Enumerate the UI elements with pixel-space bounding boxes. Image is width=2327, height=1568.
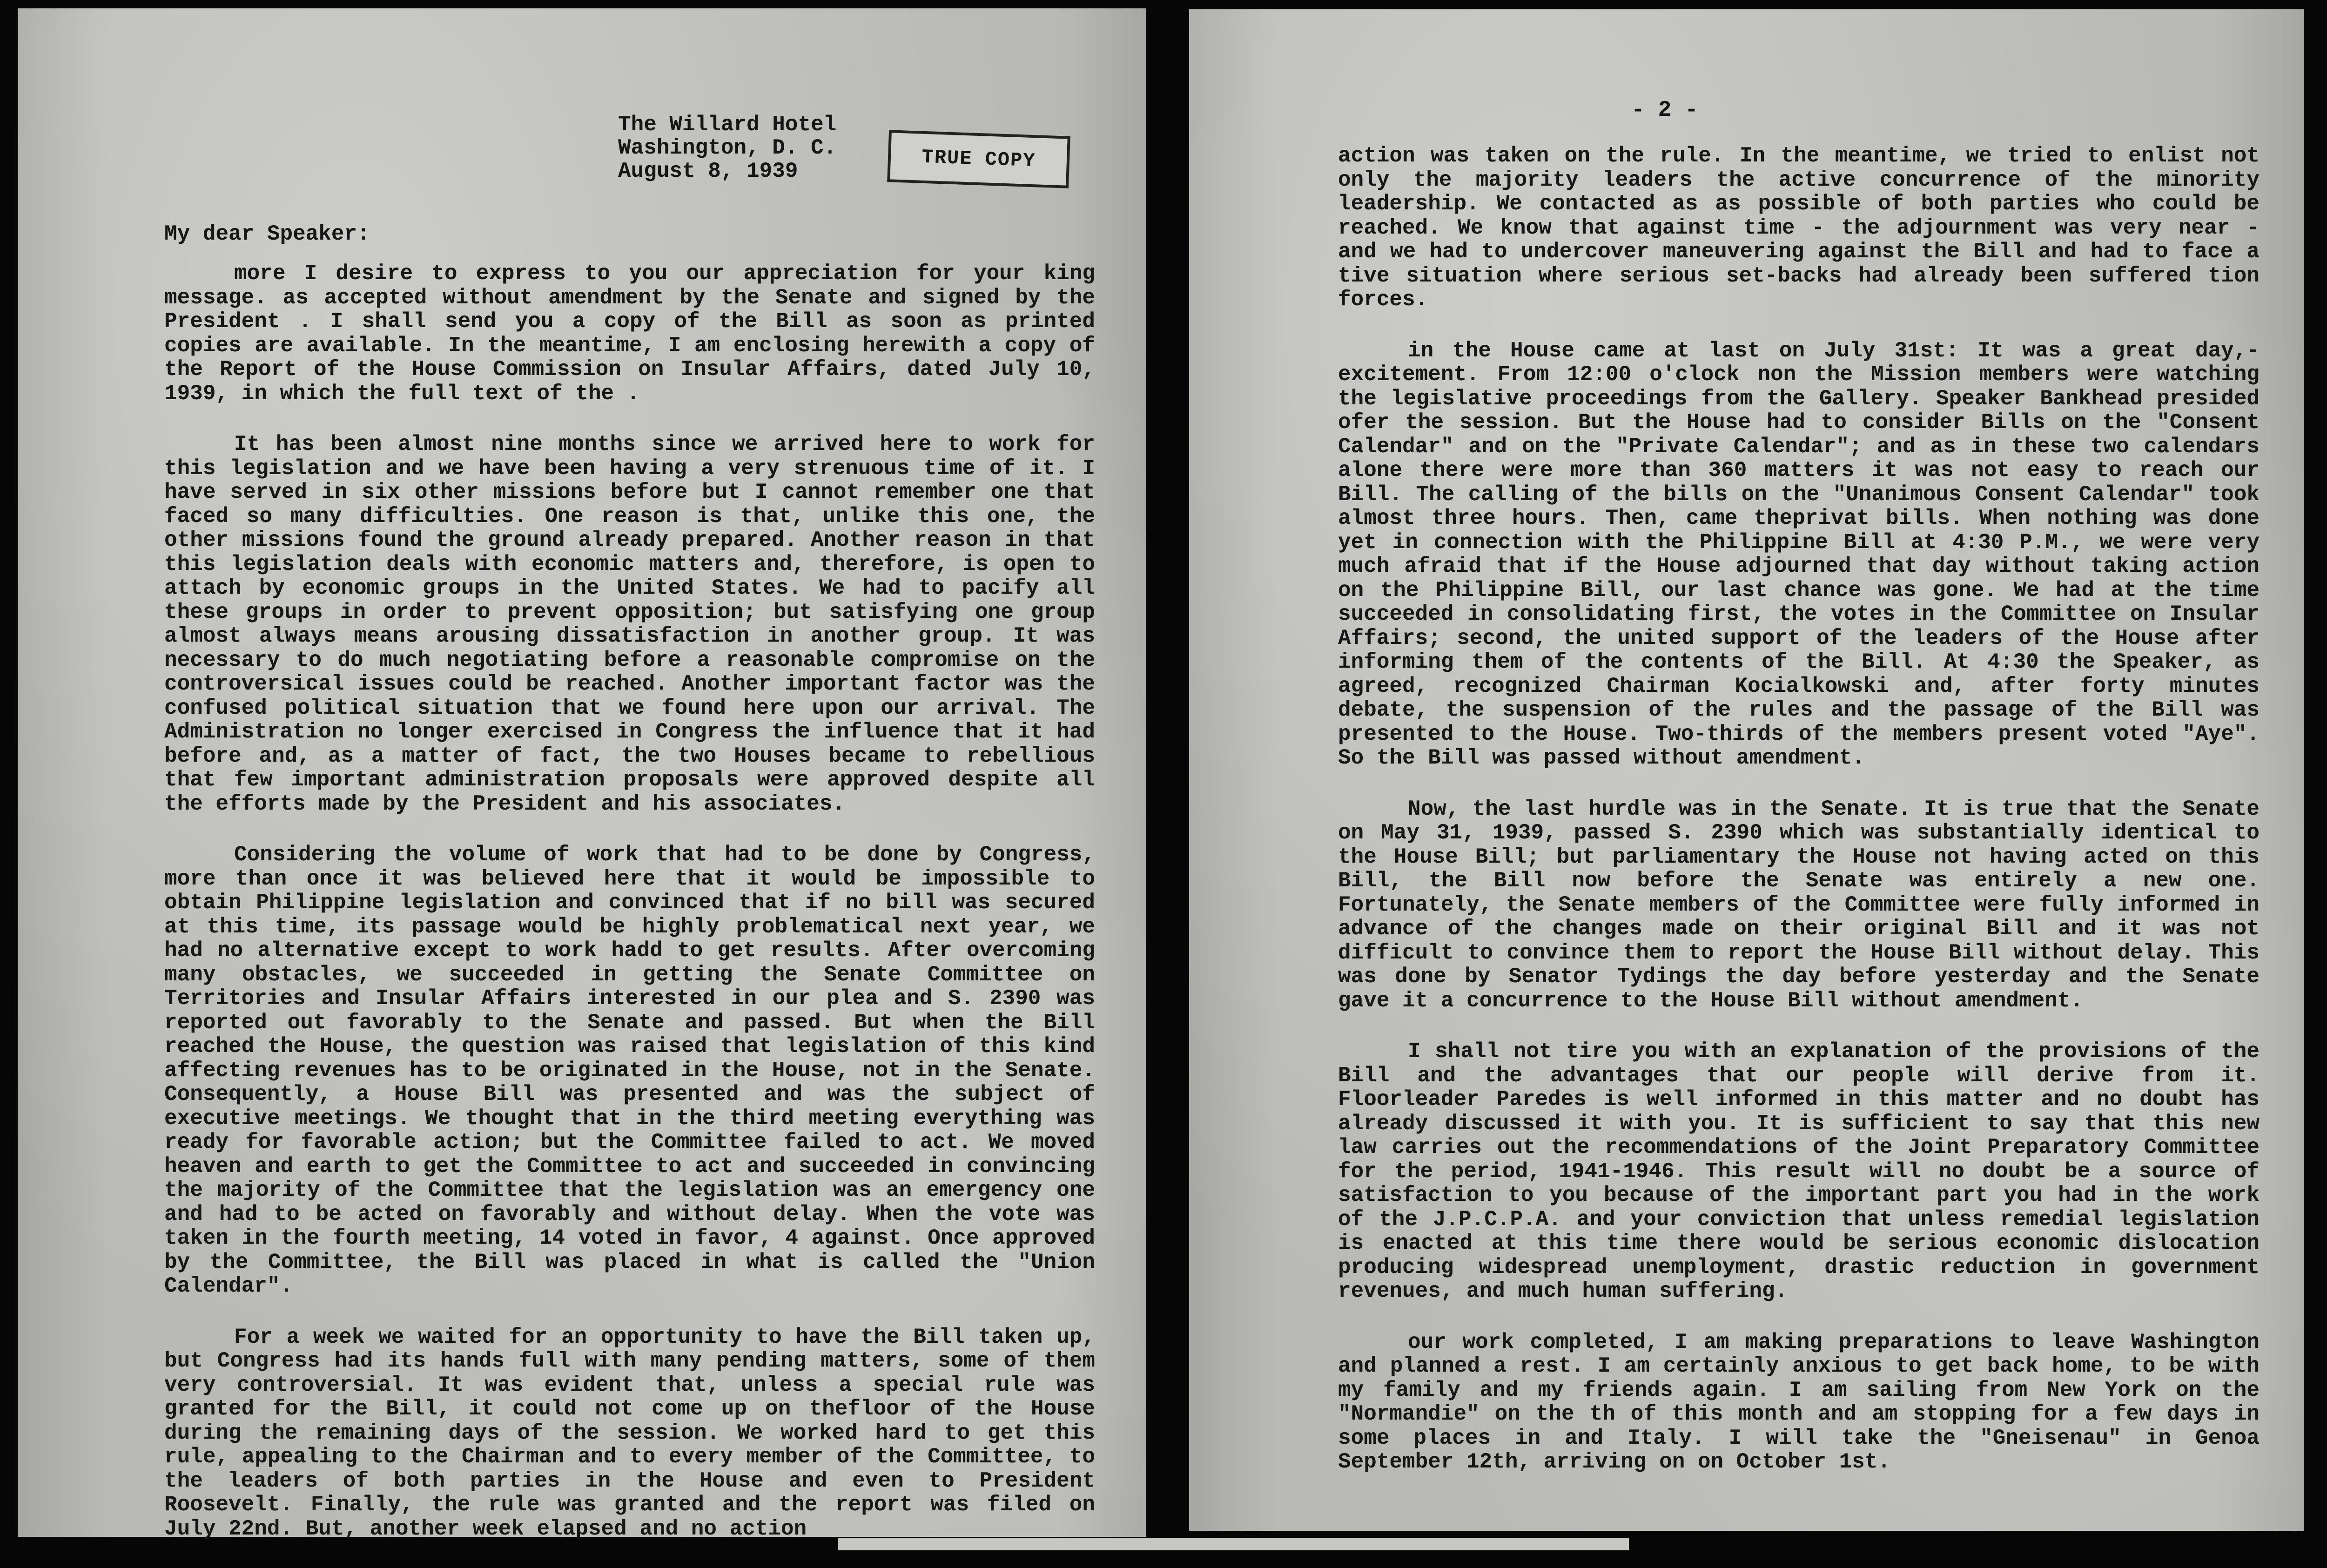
page-number: - 2 - xyxy=(1631,98,1699,123)
letter-page-2 xyxy=(1189,9,2304,1531)
paragraph: For a week we waited for an opportunity to have the Bill taken up, but Congress had its hands full with many pending matters, some of them very controversial. It was evident that, unless a special rule was granted for the Bill, it could not come up on thefloor of the House during the remaining days of the session. We worked hard to get this rule, appealing to the Chairman and to every member of the Committee, to the leaders of both parties in the House and even to President Roosevelt. Finally, the rule was granted and the report was filed on July 22nd. But, another week elapsed and no action xyxy=(164,1325,1095,1541)
true-copy-stamp xyxy=(887,130,1070,188)
paragraph: action was taken on the rule. In the meantime, we tried to enlist not only the majority leaders the active concurrence of the minority leadership. We contacted as as possible of both parties who could be reached. We know that against time - the adjournment was very near - and we had to undercover maneuvering against the Bill and had to face a tive situation where serious set-backs had already been suffered tion forces. xyxy=(1338,144,2260,312)
letter-date: August 8, 1939 xyxy=(618,159,798,183)
paragraph: our work completed, I am making preparations to leave Washington and planned a rest. I am certainly anxious to get back home, to be with my family and my friends again. I am sailing from New York on the "Normandie" on the th of this month and am stopping for a few days in some places in and Italy. I will take the "Gneisenau" in Genoa September 12th, arriving on on October 1st. xyxy=(1338,1330,2260,1474)
letterhead-hotel: The Willard Hotel xyxy=(618,113,837,137)
letterhead-city: Washington, D. C. xyxy=(618,136,837,160)
salutation: My dear Speaker: xyxy=(164,222,370,246)
stamp-text: TRUE COPY xyxy=(921,146,1036,173)
paragraph: It has been almost nine months since we arrived here to work for this legislation and we have been having a very strenuous time of it. I have served in six other missions before but I cannot remember one that faced so many difficulties. One reason is that, unlike this one, the other missions found the ground already prepared. Another reason in that this legislation deals with economic matters and, therefore, is open to attach by economic groups in the United States. We had to pacify all these groups in order to prevent opposition; but satisfying one group almost always means arousing dissatisfaction in another group. It was necessary to do much negotiating before a reasonable compromise on the controversical issues could be reached. Another important factor was the confused political situation that we found here upon our arrival. The Administration no longer exercised in Congress the influence that it had before and, as a matter of fact, the two Houses became to rebellious that few important administration proposals were approved despite all the efforts made by the President and his associates. xyxy=(164,432,1095,816)
letter-body-page-1 xyxy=(164,262,1095,1568)
paragraph: in the House came at last on July 31st: It was a great day,- excitement. From 12:00 o'clock non the Mission members were watching the legislative proceedings from the Gallery. Speaker Bankhead presided ofer the session. But the House had to consider Bills on the "Consent Calendar" and on the "Private Calendar"; and as in these two calendars alone there were more than 360 matters it was not easy to reach our Bill. The calling of the bills on the "Unanimous Consent Calendar" took almost three hours. Then, came theprivat bills. When nothing was done yet in connection with the Philippine Bill at 4:30 P.M., we were very much afraid that if the House adjourned that day without taking action on the Philippine Bill, our last chance was gone. We had at the time succeeded in consolidating first, the votes in the Committee on Insular Affairs; second, the united support of the leaders of the House after informing them of the contents of the Bill. At 4:30 the Speaker, as agreed, recognized Chairman Kocialkowski and, after forty minutes debate, the suspension of the rules and the passage of the Bill was presented to the House. Two-thirds of the members present voted "Aye". So the Bill was passed without amendment. xyxy=(1338,338,2260,770)
paragraph: I shall not tire you with an explanation of the provisions of the Bill and the advantages that our people will derive from it. Floorleader Paredes is well informed in this matter and no doubt has already discussed it with you. It is sufficient to say that this new law carries out the recommendations of the Joint Preparatory Committee for the period, 1941-1946. This result will no doubt be a source of satisfaction to you because of the important part you had in the work of the J.P.C.P.A. and your conviction that unless remedial legislation is enacted at this time there would be serious economic dislocation producing widespread unemployment, drastic reduction in government revenues, and much human suffering. xyxy=(1338,1039,2260,1303)
letter-page-1 xyxy=(18,8,1146,1541)
paragraph: Now, the last hurdle was in the Senate. It is true that the Senate on May 31, 1939, passed S. 2390 which was substantially identical to the House Bill; but parliamentary the House not having acted on this Bill, the Bill now before the Senate was entirely a new one. Fortunately, the Senate members of the Committee were fully informed in advance of the changes made on their original Bill and it was not difficult to convince them to report the House Bill without delay. This was done by Senator Tydings the day before yesterday and the Senate gave it a concurrence to the House Bill without amendment. xyxy=(1338,797,2260,1013)
paragraph: Considering the volume of work that had to be done by Congress, more than once it was believed here that it would be impossible to obtain Philippine legislation and convinced that if no bill was secured at this time, its passage would be highly problematical next year, we had no alternative except to work hadd to get results. After overcoming many obstacles, we succeeded in getting the Senate Committee on Territories and Insular Affairs interested in our plea and S. 2390 was reported out favorably to the Senate and passed. But when the Bill reached the House, the question was raised that legislation of this kind affecting revenues has to be originated in the House, not in the Senate. Consequently, a House Bill was presented and was the subject of executive meetings. We thought that in the third meeting everything was ready for favorable action; but the Committee failed to act. We moved heaven and earth to get the Committee to act and succeeded in convincing the majority of the Committee that the legislation was an emergency one and had to be acted on favorably and without delay. When the vote was taken in the fourth meeting, 14 voted in favor, 4 against. Once approved by the Committee, the Bill was placed in what is called the "Union Calendar". xyxy=(164,843,1095,1298)
letter-body-page-2 xyxy=(1338,144,2260,1501)
paragraph: more I desire to express to you our appreciation for your king message. as accepted without amendment by the Senate and signed by the President . I shall send you a copy of the Bill as soon as printed copies are available. In the meantime, I am enclosing herewith a copy of the Report of the House Commission on Insular Affairs, dated July 10, 1939, in which the full text of the . xyxy=(164,261,1095,406)
next-page-edge xyxy=(838,1538,1629,1550)
letterhead xyxy=(618,113,836,183)
